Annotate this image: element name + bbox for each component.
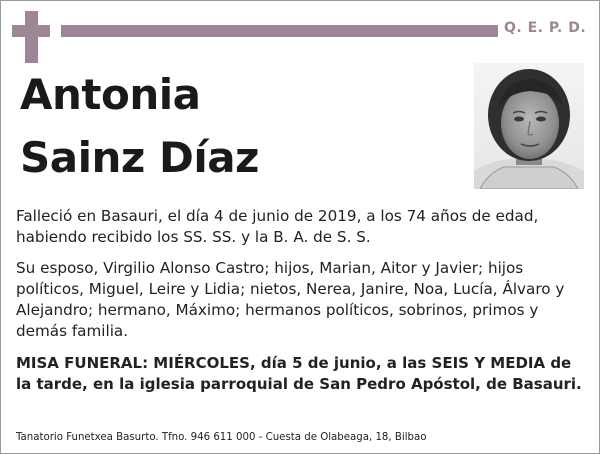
deceased-surnames: Sainz Díaz [20, 133, 260, 182]
qepd-label: Q. E. P. D. [504, 20, 587, 36]
death-notice: Falleció en Basauri, el día 4 de junio de 2019, a los 74 años de edad, habiendo recibido los SS. SS. y la B. A. de S. S. [16, 207, 539, 246]
funeral-mass-notice: MISA FUNERAL: MIÉRCOLES, día 5 de junio, a las SEIS Y MEDIA de la tarde, en la iglesia parroquial de San Pedro Apóstol, de Basauri. [16, 354, 582, 393]
header-rule [61, 25, 498, 37]
deceased-first-name: Antonia [20, 70, 201, 119]
cross-icon-bar [12, 25, 50, 37]
portrait-photo [474, 63, 584, 189]
funeral-home-info: Tanatorio Funetxea Basurto. Tfno. 946 611 000 - Cuesta de Olabeaga, 18, Bilbao [16, 432, 427, 443]
family-list: Su esposo, Virgilio Alonso Castro; hijos, Marian, Aitor y Javier; hijos políticos, Miguel, Leire y Lidia; nietos, Nerea, Janire, Noa, Lucía, Álvaro y Alejandro; hermano, Máximo; hermanos políticos, sobrinos, primos y demás familia. [16, 259, 565, 340]
cross-icon [25, 11, 38, 63]
